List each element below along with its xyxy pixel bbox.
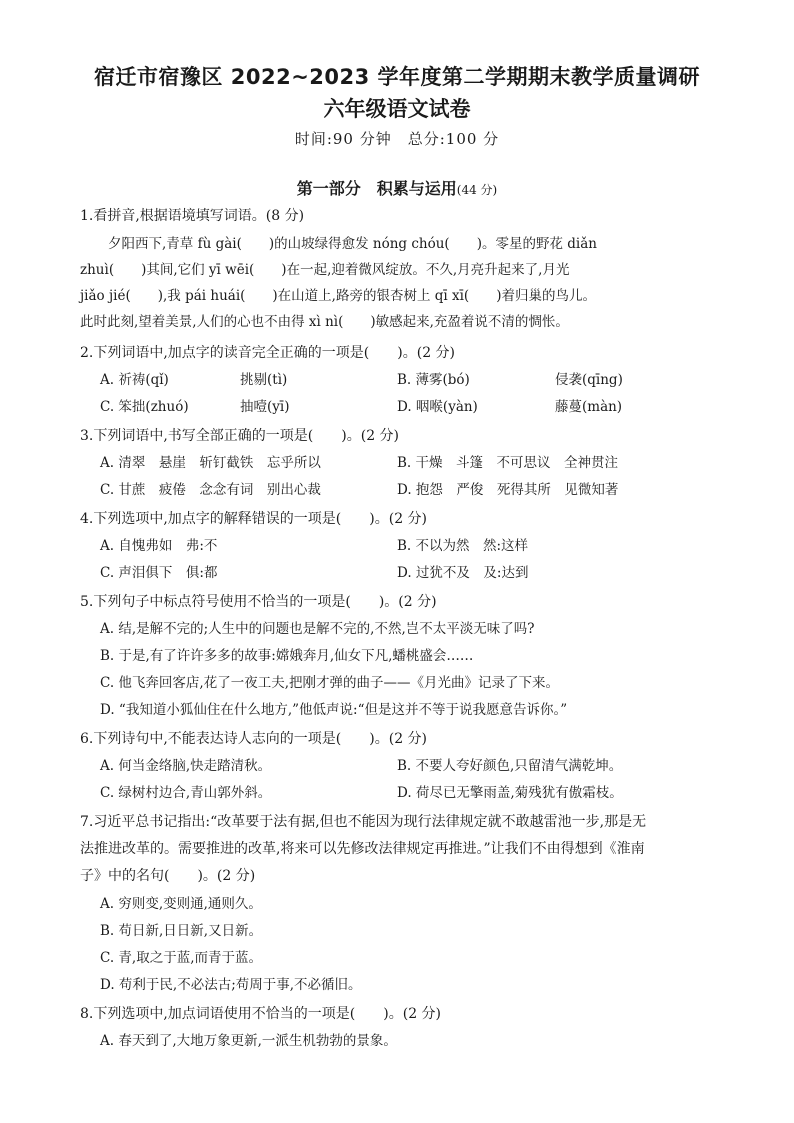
question-5-stem: 5.下列句子中标点符号使用不恰当的一项是( )。(2 分)	[80, 594, 437, 610]
option-a: A. 清翠 悬崖 斩钉截铁 忘乎所以	[100, 455, 321, 471]
option-a1: A. 祈祷(qǐ)	[100, 372, 169, 388]
question-5-option-b: B. 于是,有了许许多多的故事:嫦娥奔月,仙女下凡,蟠桃盛会……	[100, 648, 474, 664]
question-1-stem: 1.看拼音,根据语境填写词语。(8 分)	[80, 208, 305, 224]
option-c: C. 声泪俱下 俱:都	[100, 565, 218, 581]
question-6-stem: 6.下列诗句中,不能表达诗人志向的一项是( )。(2 分)	[80, 731, 428, 747]
option-a: A. 自愧弗如 弗:不	[100, 538, 218, 554]
section-score: (44 分)	[456, 183, 498, 197]
option-d2: 藤蔓(màn)	[555, 399, 623, 415]
passage-line: 夕阳西下,青草 fù gài( )的山坡绿得愈发 nóng chóu( )。零星的野花 diǎn	[108, 236, 597, 252]
question-3-stem: 3.下列词语中,书写全部正确的一项是( )。(2 分)	[80, 428, 400, 444]
option-a: A. 何当金络脑,快走踏清秋。	[100, 758, 272, 774]
option-b2: 侵袭(qīng)	[555, 372, 623, 388]
section-title: 第一部分 积累与运用	[296, 179, 457, 198]
option-a2: 挑剔(tì)	[240, 372, 288, 388]
option-b: B. 不要人夸好颜色,只留清气满乾坤。	[397, 758, 623, 774]
question-5-option-c: C. 他飞奔回客店,花了一夜工夫,把刚才弹的曲子——《月光曲》记录了下来。	[100, 675, 560, 691]
question-1-passage	[80, 231, 720, 335]
question-7-line-3: 子》中的名句( )。(2 分)	[80, 868, 256, 884]
option-d: D. 过犹不及 及:达到	[397, 565, 529, 581]
question-7-option-d: D. 苟利于民,不必法古;苟周于事,不必循旧。	[100, 977, 362, 993]
option-b: B. 不以为然 然:这样	[397, 538, 529, 554]
option-c: C. 甘蔗 疲倦 念念有词 别出心裁	[100, 482, 321, 498]
passage-line: 此时此刻,望着美景,人们的心也不由得 xì nì( )敏感起来,充盈着说不清的惆怅。	[80, 314, 569, 330]
option-d: D. 抱怨 严俊 死得其所 见微知著	[397, 482, 619, 498]
option-d1: D. 咽喉(yàn)	[397, 399, 478, 415]
passage-line: jiǎo jié( ),我 pái huái( )在山道上,路旁的银杏树上 qī xī( )着归巢的鸟儿。	[80, 288, 596, 304]
question-8-stem: 8.下列选项中,加点词语使用不恰当的一项是( )。(2 分)	[80, 1006, 442, 1022]
question-7-option-c: C. 青,取之于蓝,而青于蓝。	[100, 950, 263, 966]
exam-meta: 时间:90 分钟 总分:100 分	[294, 130, 500, 148]
question-7-line-1: 7.习近平总书记指出:“改革要于法有据,但也不能因为现行法律规定就不敢越雷池一步,那是无	[80, 814, 647, 830]
option-c: C. 绿树村边合,青山郭外斜。	[100, 785, 272, 801]
question-7-option-a: A. 穷则变,变则通,通则久。	[100, 896, 262, 912]
question-5-option-d: D. “我知道小狐仙住在什么地方,”他低声说:“但是这并不等于说我愿意告诉你。”	[100, 702, 568, 718]
option-c1: C. 笨拙(zhuó)	[100, 399, 189, 415]
question-8-option-a: A. 春天到了,大地万象更新,一派生机勃勃的景象。	[100, 1033, 397, 1049]
exam-header	[0, 62, 794, 151]
option-d: D. 荷尽已无擎雨盖,菊残犹有傲霜枝。	[397, 785, 623, 801]
passage-line: zhuì( )其间,它们 yī wēi( )在一起,迎着微风绽放。不久,月亮升起来了,月光	[80, 262, 570, 278]
exam-title: 宿迁市宿豫区 2022~2023 学年度第二学期期末教学质量调研	[93, 65, 701, 89]
option-c2: 抽噎(yī)	[240, 399, 290, 415]
section-heading	[0, 176, 794, 199]
question-4-stem: 4.下列选项中,加点字的解释错误的一项是( )。(2 分)	[80, 511, 428, 527]
option-b: B. 干燥 斗篷 不可思议 全神贯注	[397, 455, 619, 471]
question-7-line-2: 法推进改革的。需要推进的改革,将来可以先修改法律规定再推进。”让我们不由得想到《淮南	[80, 841, 645, 857]
exam-subtitle: 六年级语文试卷	[323, 97, 471, 121]
option-b1: B. 薄雾(bó)	[397, 372, 470, 388]
question-2-stem: 2.下列词语中,加点字的读音完全正确的一项是( )。(2 分)	[80, 345, 456, 361]
question-5-option-a: A. 结,是解不完的;人生中的问题也是解不完的,不然,岂不太平淡无味了吗?	[100, 621, 535, 637]
question-7-option-b: B. 苟日新,日日新,又日新。	[100, 923, 263, 939]
